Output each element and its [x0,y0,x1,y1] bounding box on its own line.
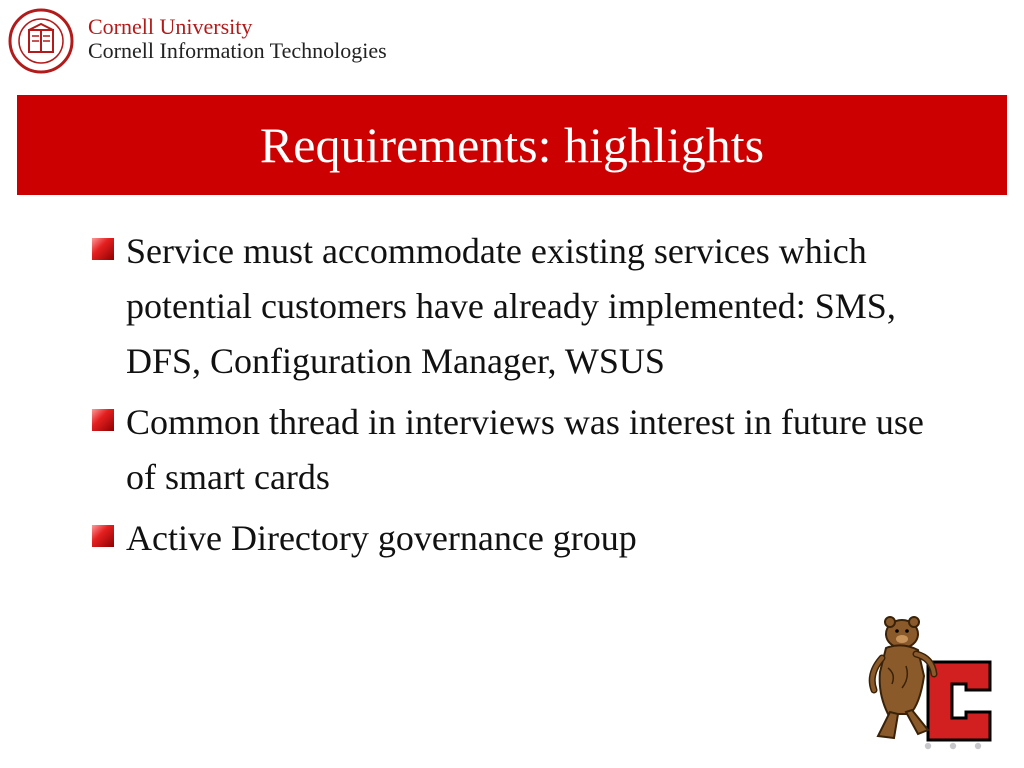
bullet-square-icon [92,525,114,547]
slide-title: Requirements: highlights [259,117,765,173]
bullet-item [88,224,938,389]
header [0,0,1024,90]
department-name: Cornell Information Technologies [88,38,387,63]
title-bar [17,95,1007,195]
bullet-square-icon [92,238,114,260]
bullet-square-icon [92,409,114,431]
bullet-text: Service must accommodate existing services which potential customers have already implemented: SMS, DFS, Configuration Manager, WSUS [126,231,896,381]
bullet-text: Common thread in interviews was interest in future use of smart cards [126,402,924,497]
bear-mascot-icon [866,614,996,744]
bullet-item [88,511,938,566]
bullet-item [88,395,938,505]
university-name: Cornell University [88,14,253,39]
more-dots-icon [922,740,992,752]
bullet-list [88,224,938,572]
bullet-text: Active Directory governance group [126,518,637,558]
cornell-seal-icon [8,8,74,74]
